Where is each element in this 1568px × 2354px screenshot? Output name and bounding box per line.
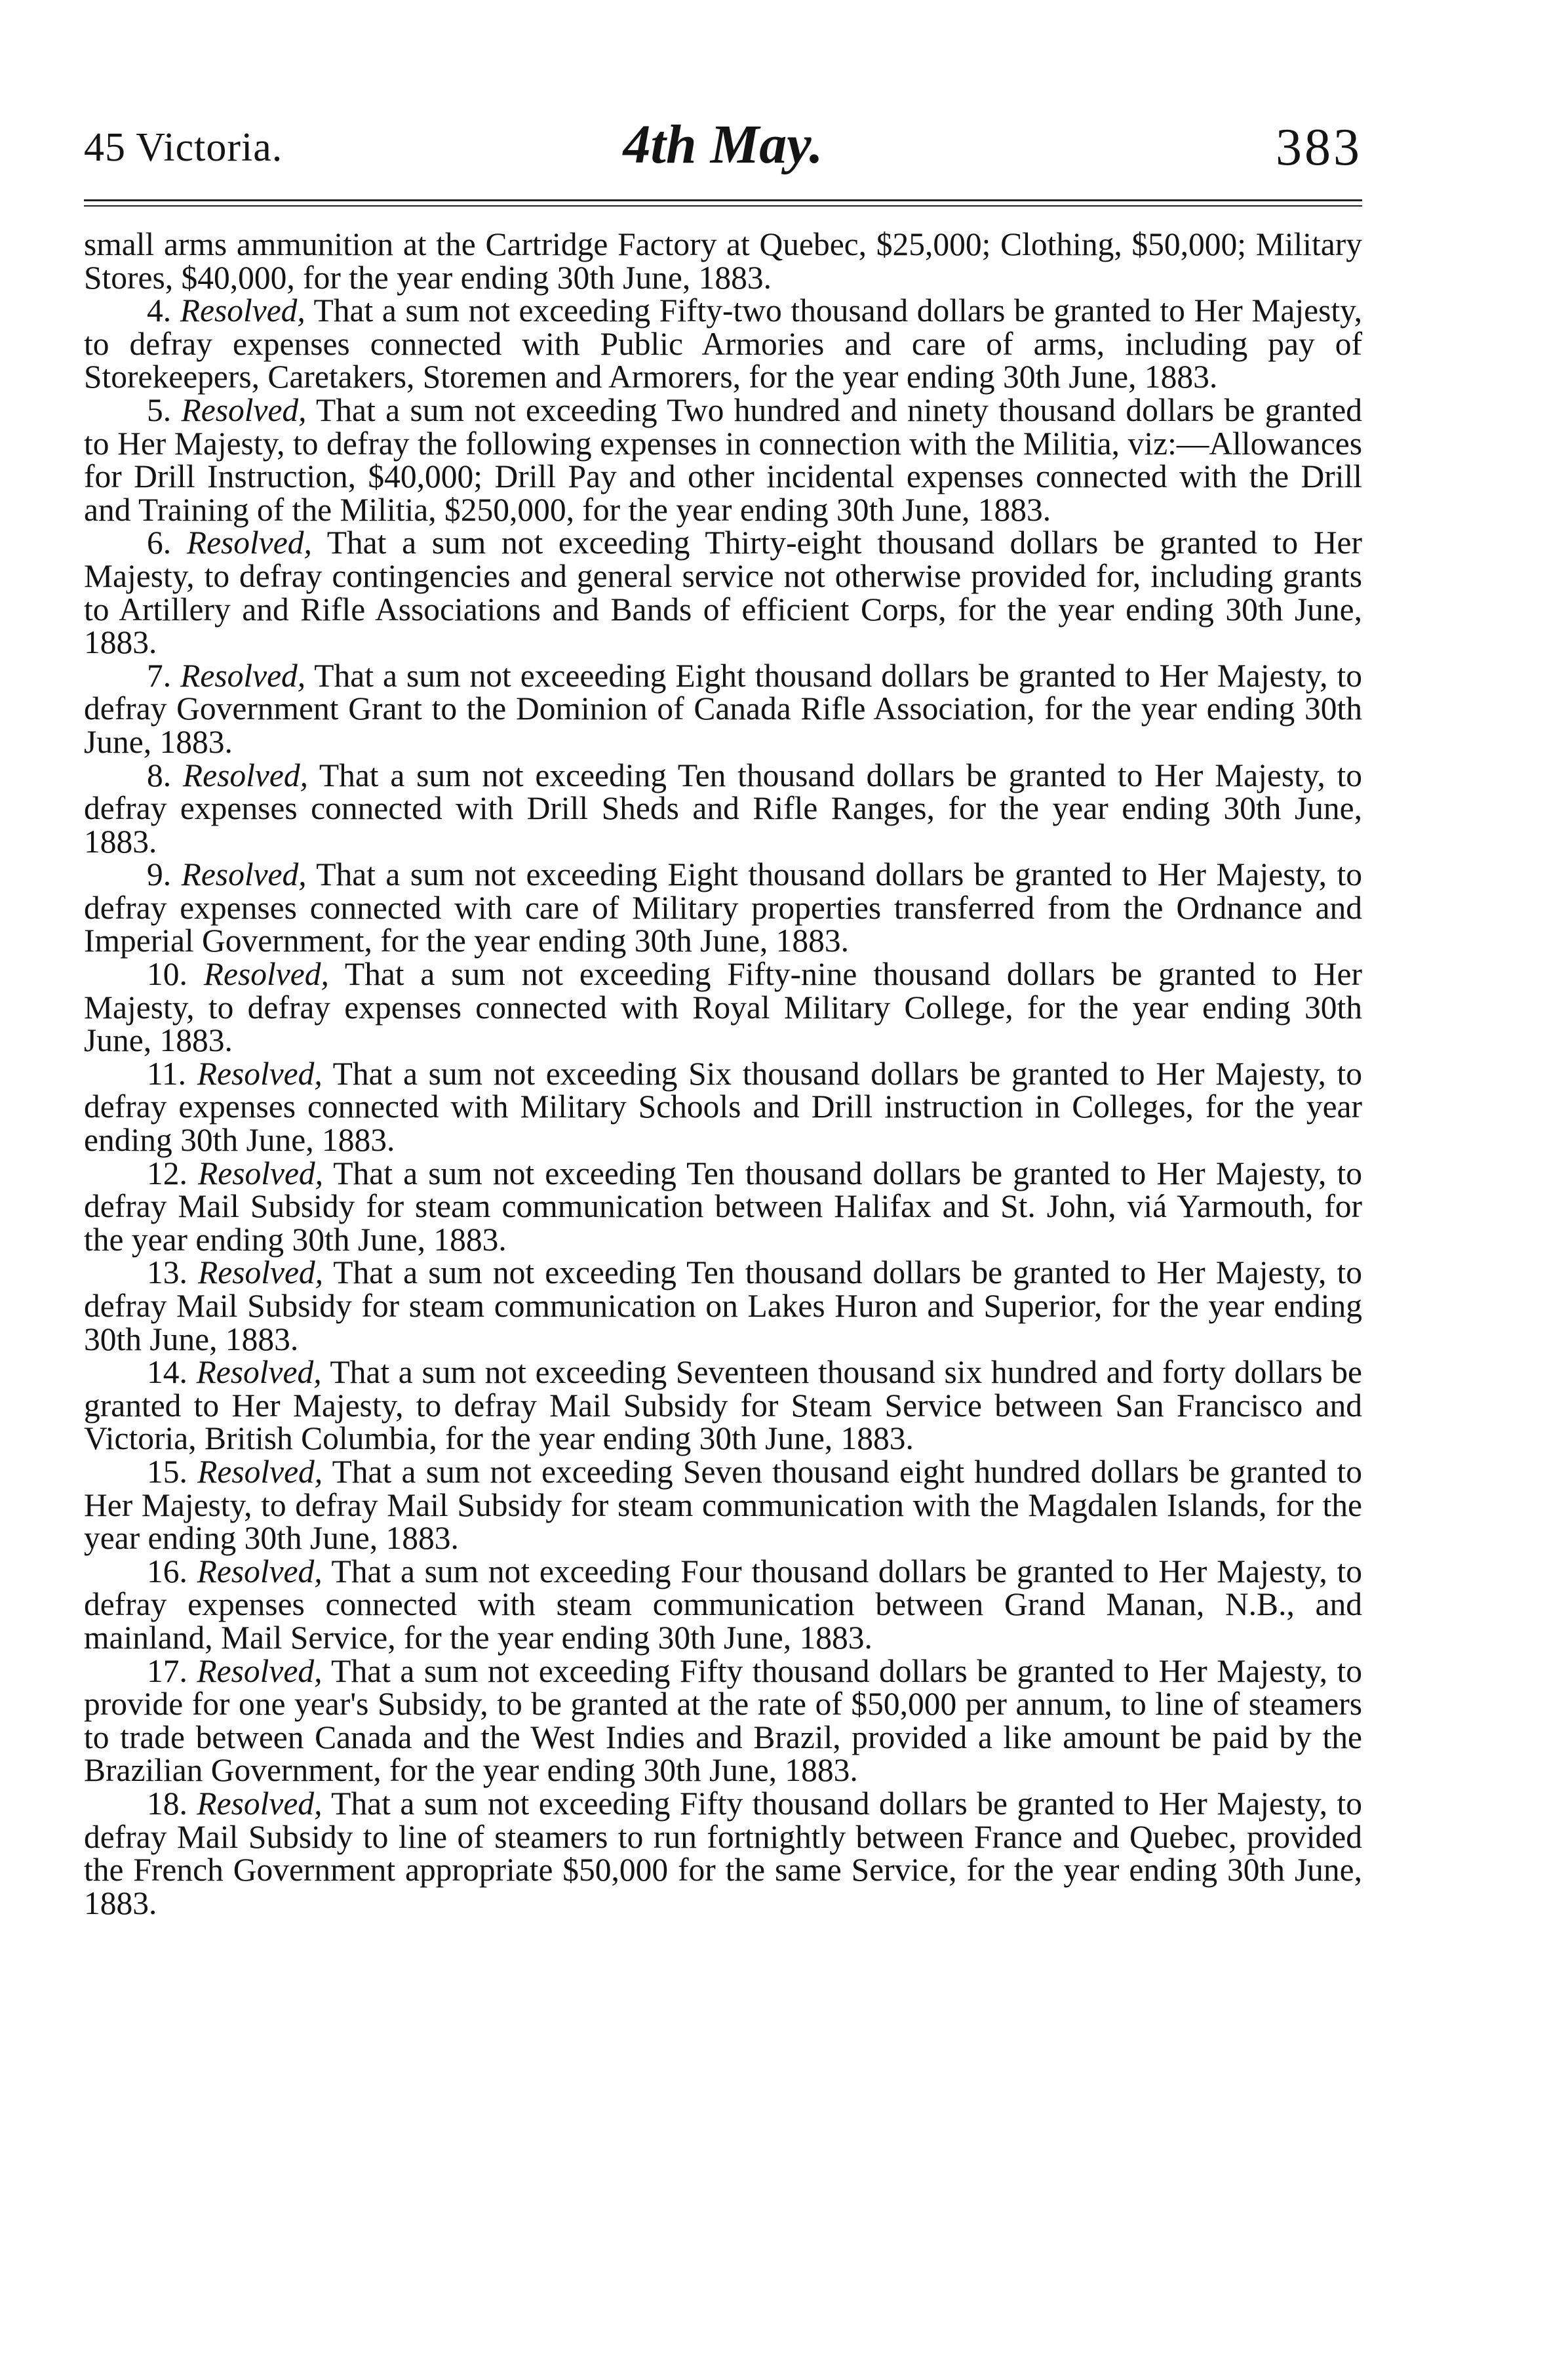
resolved-word: Resolved, bbox=[203, 956, 329, 993]
resolution-text: That a sum not exceeding Ten thousand dollars be granted to Her Majesty, to defray expenses connected with Drill Sheds and Rifle Ranges, for the year ending 30th June, 1883. bbox=[84, 757, 1363, 860]
resolution-paragraph bbox=[84, 1157, 1362, 1257]
resolution-text: That a sum not exceeding Eight thousand dollars be granted to Her Majesty, to defray expenses connected with care of Military properties transferred from the Ordnance and Imperial Government, for the year ending 30th June, 1883. bbox=[84, 856, 1363, 959]
document-page bbox=[84, 98, 1362, 1920]
resolved-word: Resolved, bbox=[197, 1553, 323, 1589]
resolution-text: That a sum not exceeding Ten thousand dollars be granted to Her Majesty, to defray Mail Subsidy for steam communication on Lakes Huron and Superior, for the year ending 30th June, 1883. bbox=[84, 1254, 1363, 1357]
resolved-word: Resolved, bbox=[180, 657, 306, 694]
resolution-number: 15. bbox=[147, 1453, 187, 1490]
resolution-paragraph bbox=[84, 1055, 1362, 1159]
resolved-word: Resolved, bbox=[186, 525, 312, 561]
resolution-text: That a sum not exceeding Thirty-eight thousand dollars be granted to Her Majesty, to defray contingencies and general service not otherwise provided for, including grants to Artillery and Rifle Associations and Bands of efficient Corps, for the year ending 30th June, 1883. bbox=[84, 525, 1363, 661]
resolution-paragraph bbox=[84, 1787, 1362, 1920]
session-label: 45 Victoria. bbox=[84, 125, 283, 170]
page-header bbox=[84, 98, 1362, 197]
resolution-paragraph bbox=[84, 657, 1362, 760]
journal-body bbox=[84, 228, 1362, 1920]
resolution-paragraph bbox=[84, 1652, 1362, 1789]
resolution-text: That a sum not exceeding Seven thousand eight hundred dollars be granted to Her Majesty, to defray Mail Subsidy for steam communication with the Magdalen Islands, for the year ending 30th June, 1883. bbox=[84, 1453, 1363, 1557]
page-date: 4th May. bbox=[623, 114, 823, 175]
resolution-text: That a sum not exceeding Fifty-two thousand dollars be granted to Her Majesty, to defray expenses connected with Public Armories and care of arms, including pay of Storekeepers, Caretakers, Storemen and Armorers, for the year ending 30th June, 1883. bbox=[84, 292, 1362, 395]
resolution-number: 16. bbox=[147, 1553, 187, 1589]
resolved-word: Resolved, bbox=[198, 1155, 324, 1191]
continuation-paragraph: small arms ammunition at the Cartridge Factory at Quebec, $25,000; Clothing, $50,000; Military Stores, $40,000, for the year ending 30th June, 1883. bbox=[84, 226, 1362, 296]
resolution-number: 17. bbox=[147, 1652, 187, 1689]
resolution-paragraph bbox=[84, 294, 1362, 394]
resolution-text: That a sum not exceeding Two hundred and ninety thousand dollars be granted to Her Majesty, to defray the following expenses in connection with the Militia, viz:—Allowances for Drill Instruction, $40,000; Drill Pay and other incidental expenses connected with the Drill and Training of the Militia, $250,000, for the year ending 30th June, 1883. bbox=[84, 391, 1362, 528]
resolution-text: That a sum not exceeeding Eight thousand dollars be granted to Her Majesty, to defray Government Grant to the Dominion of Canada Rifle Association, for the year ending 30th June, 1883. bbox=[84, 657, 1362, 760]
resolved-word: Resolved, bbox=[182, 757, 308, 793]
resolution-text: That a sum not exceeding Six thousand dollars be granted to Her Majesty, to defray expenses connected with Military Schools and Drill instruction in Colleges, for the year ending 30th June, 1883. bbox=[84, 1055, 1362, 1159]
resolution-paragraph bbox=[84, 391, 1362, 528]
resolved-word: Resolved, bbox=[181, 391, 307, 428]
resolution-paragraph bbox=[84, 1256, 1362, 1356]
resolution-paragraph bbox=[84, 958, 1362, 1058]
resolution-number: 5. bbox=[147, 391, 172, 428]
resolved-word: Resolved, bbox=[197, 1652, 323, 1689]
resolution-text: That a sum not exceeding Seventeen thousand six hundred and forty dollars be granted to Her Majesty, to defray Mail Subsidy for Steam Service between San Francisco and Victoria, British Columbia, for the year ending 30th June, 1883. bbox=[84, 1354, 1362, 1457]
resolved-word: Resolved, bbox=[181, 856, 307, 893]
resolved-word: Resolved, bbox=[198, 1254, 324, 1291]
resolution-number: 11. bbox=[147, 1055, 187, 1092]
resolution-paragraph bbox=[84, 527, 1362, 659]
header-rule-top bbox=[84, 199, 1362, 201]
resolution-paragraph bbox=[84, 858, 1362, 958]
resolution-text: That a sum not exceeding Fifty thousand dollars be granted to Her Majesty, to defray Mail Subsidy to line of steamers to run fortnightly between France and Quebec, provided the French Government appropriate $50,000 for the same Service, for the year ending 30th June, 1883. bbox=[84, 1785, 1362, 1921]
resolution-paragraph bbox=[84, 1453, 1363, 1557]
header-rule-bottom bbox=[84, 205, 1362, 207]
resolution-number: 4. bbox=[147, 292, 172, 329]
resolution-number: 13. bbox=[147, 1254, 187, 1291]
resolution-number: 10. bbox=[147, 956, 187, 993]
resolution-paragraph bbox=[84, 1356, 1362, 1456]
resolution-text: That a sum not exceeding Fifty-nine thousand dollars be granted to Her Majesty, to defray expenses connected with Royal Military College, for the year ending 30th June, 1883. bbox=[84, 956, 1363, 1059]
page-number: 383 bbox=[1276, 119, 1362, 176]
resolution-number: 12. bbox=[147, 1155, 187, 1191]
resolution-text: That a sum not exceeding Fifty thousand dollars be granted to Her Majesty, to provide for one year's Subsidy, to be granted at the rate of $50,000 per annum, to line of steamers to trade between Canada and the West Indies and Brazil, provided a like amount be paid by the Brazilian Government, for the year ending 30th June, 1883. bbox=[84, 1652, 1362, 1789]
resolution-paragraph bbox=[84, 1555, 1362, 1655]
resolved-word: Resolved, bbox=[180, 292, 305, 329]
resolution-paragraph bbox=[84, 759, 1362, 859]
resolution-number: 7. bbox=[147, 657, 172, 694]
resolved-word: Resolved, bbox=[197, 1055, 323, 1092]
header-rule bbox=[84, 199, 1362, 212]
resolution-text: That a sum not exceeding Four thousand dollars be granted to Her Majesty, to defray expenses connected with steam communication between Grand Manan, N.B., and mainland, Mail Service, for the year ending 30th June, 1883. bbox=[84, 1553, 1363, 1656]
resolved-word: Resolved, bbox=[197, 1785, 323, 1822]
resolution-number: 18. bbox=[147, 1785, 187, 1822]
resolution-number: 6. bbox=[147, 525, 172, 561]
resolved-word: Resolved, bbox=[197, 1453, 323, 1490]
resolution-number: 14. bbox=[147, 1354, 187, 1391]
resolution-list bbox=[84, 294, 1362, 1920]
resolution-number: 8. bbox=[147, 757, 172, 793]
resolution-text: That a sum not exceeding Ten thousand dollars be granted to Her Majesty, to defray Mail Subsidy for steam communication between Halifax and St. John, viá Yarmouth, for the year ending 30th June, 1883. bbox=[84, 1155, 1363, 1258]
resolved-word: Resolved, bbox=[196, 1354, 322, 1391]
resolution-number: 9. bbox=[147, 856, 172, 893]
